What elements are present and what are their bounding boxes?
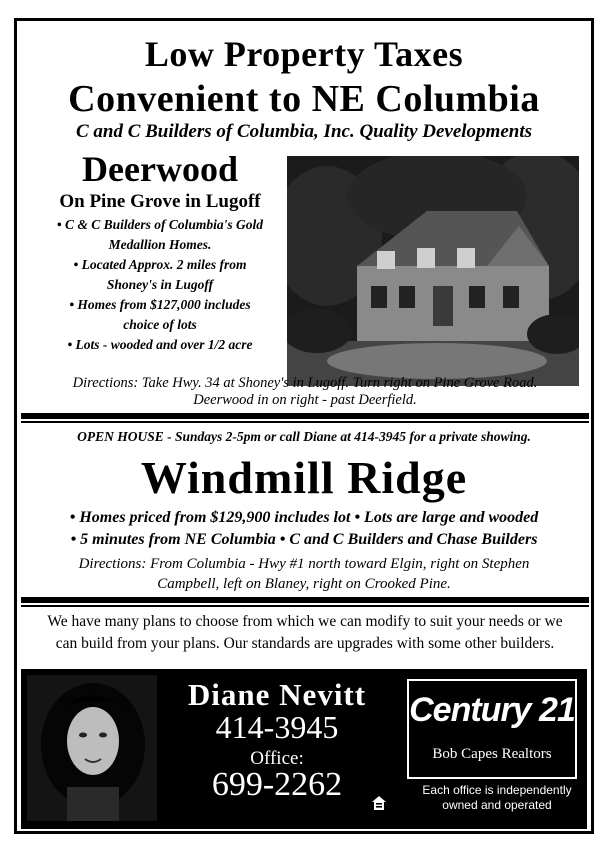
office-label: Office: bbox=[250, 748, 304, 769]
windmill-title: Windmill Ridge bbox=[140, 452, 468, 503]
deerwood-bullet: choice of lots bbox=[123, 317, 197, 332]
deerwood-section bbox=[31, 149, 289, 355]
equal-housing-icon bbox=[371, 795, 387, 811]
plans-line: We have many plans to choose from which we can modify to suit your needs or we bbox=[47, 613, 563, 630]
windmill-directions: Campbell, left on Blaney, right on Crooked Pine. bbox=[157, 576, 451, 592]
agent-name: Diane Nevitt bbox=[187, 677, 367, 712]
deerwood-directions-line: Deerwood in on right - past Deerfield. bbox=[193, 392, 417, 408]
divider bbox=[21, 605, 589, 607]
agent-banner bbox=[21, 669, 587, 829]
disclaimer-line: owned and operated bbox=[442, 798, 552, 812]
disclaimer-line: Each office is independently bbox=[422, 783, 572, 797]
agent-contact bbox=[161, 677, 393, 804]
century21-logo bbox=[407, 679, 577, 779]
independent-disclaimer bbox=[417, 783, 577, 813]
deerwood-bullet: • C & C Builders of Columbia's Gold bbox=[56, 217, 264, 232]
deerwood-bullet: • Located Approx. 2 miles from bbox=[73, 257, 247, 272]
house-photo bbox=[287, 156, 579, 386]
deerwood-directions bbox=[25, 375, 585, 409]
windmill-bullet: • Homes priced from $129,900 includes lot • Lots are large and wooded bbox=[69, 509, 539, 526]
plans-line: can build from your plans. Our standards are upgrades with some other builders. bbox=[55, 635, 555, 652]
deerwood-title: Deerwood bbox=[82, 149, 238, 189]
headline-taxes: Low Property Taxes bbox=[144, 34, 464, 74]
deerwood-bullet: Shoney's in Lugoff bbox=[106, 277, 214, 292]
deerwood-bullet: • Lots - wooded and over 1/2 acre bbox=[67, 337, 253, 352]
open-house-notice: OPEN HOUSE - Sundays 2-5pm or call Diane at 414-3945 for a private showing. bbox=[77, 429, 531, 444]
divider bbox=[21, 597, 589, 603]
builder-subtitle: C and C Builders of Columbia, Inc. Quality Developments bbox=[75, 121, 533, 142]
office-phone: 699-2262 bbox=[211, 766, 343, 803]
divider bbox=[21, 413, 589, 419]
deerwood-bullet: Medallion Homes. bbox=[108, 237, 212, 252]
deerwood-directions-line: Directions: Take Hwy. 34 at Shoney's in Lugoff. Turn right on Pine Grove Road. bbox=[72, 375, 538, 391]
advertisement bbox=[14, 18, 594, 834]
divider bbox=[21, 421, 589, 423]
office-name: Bob Capes Realtors bbox=[432, 746, 552, 762]
windmill-directions: Directions: From Columbia - Hwy #1 north toward Elgin, right on Stephen bbox=[78, 556, 530, 572]
agent-portrait bbox=[27, 675, 157, 821]
plans-statement bbox=[27, 611, 583, 655]
agent-phone: 414-3945 bbox=[215, 709, 339, 745]
headline-location: Convenient to NE Columbia bbox=[68, 78, 540, 120]
deerwood-location: On Pine Grove in Lugoff bbox=[59, 191, 261, 212]
century21-logo-text: Century 21 bbox=[409, 691, 575, 729]
deerwood-bullet: • Homes from $127,000 includes bbox=[69, 297, 251, 312]
windmill-bullet: • 5 minutes from NE Columbia • C and C Builders and Chase Builders bbox=[70, 531, 538, 548]
